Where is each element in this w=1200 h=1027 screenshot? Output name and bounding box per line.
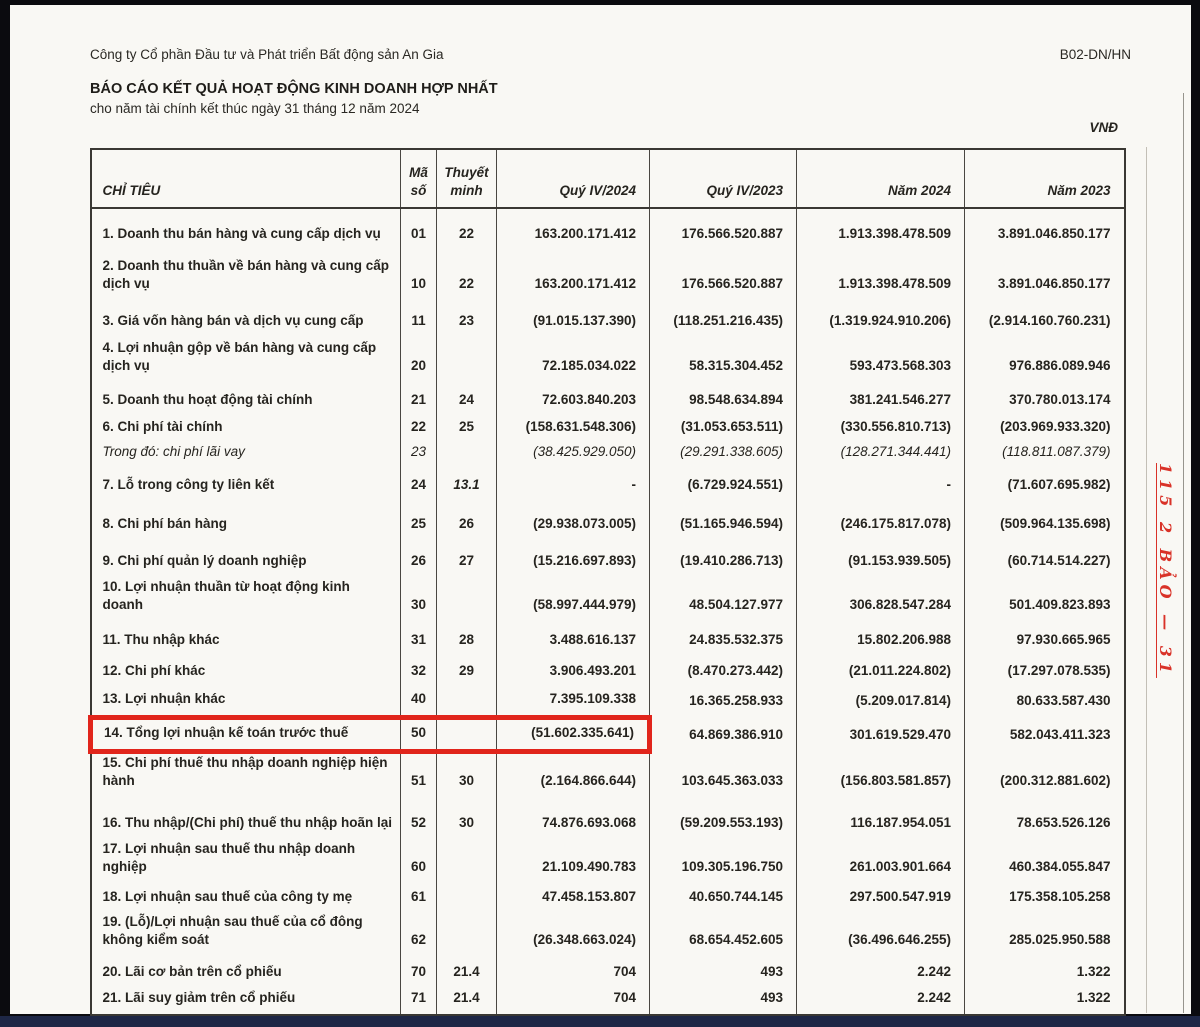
table-row: [91, 913, 1125, 956]
row-q4-2024: (58.997.444.979): [497, 577, 650, 621]
row-label: 21. Lãi suy giảm trên cổ phiếu: [102, 989, 296, 1005]
row-note: 26: [437, 501, 497, 540]
row-code: 25: [401, 501, 437, 540]
row-nam-2023: 175.358.105.258: [965, 883, 1125, 913]
row-nam-2023: 370.780.013.174: [965, 382, 1125, 416]
row-nam-2023: 3.891.046.850.177: [965, 250, 1125, 300]
table-row: [91, 468, 1125, 501]
row-label: 8. Chi phí bán hàng: [102, 516, 227, 531]
row-q4-2024: 163.200.171.412: [497, 250, 650, 300]
row-code: 01: [401, 208, 437, 250]
row-q4-2024: 7.395.109.338: [497, 687, 650, 717]
table-row: [91, 337, 1125, 382]
row-nam-2024: (128.271.344.441): [797, 443, 965, 468]
table-row: [91, 250, 1125, 300]
company-name: Công ty Cổ phần Đầu tư và Phát triển Bất động sản An Gia: [90, 47, 444, 62]
row-code: 70: [401, 957, 437, 989]
row-nam-2023: 285.025.950.588: [965, 913, 1125, 956]
row-nam-2024: (156.803.581.857): [797, 751, 965, 797]
row-label: 19. (Lỗ)/Lợi nhuận sau thuế của cổ đông không kiểm soát: [102, 914, 363, 948]
row-nam-2024: 306.828.547.284: [797, 577, 965, 621]
table-row: [91, 839, 1125, 883]
row-label: 4. Lợi nhuận gộp về bán hàng và cung cấp dịch vụ: [102, 339, 377, 373]
row-q4-2023: 16.365.258.933: [650, 687, 797, 717]
table-row: [91, 656, 1125, 687]
row-label: 13. Lợi nhuận khác: [102, 690, 226, 706]
row-nam-2024: 2.242: [797, 957, 965, 989]
table-row: [91, 382, 1125, 416]
col-header-quy-iv-2024: Quý IV/2024: [497, 149, 650, 208]
row-code: 51: [401, 751, 437, 797]
row-note: 27: [437, 540, 497, 577]
document-page: [10, 5, 1191, 1014]
row-note: 25: [437, 416, 497, 443]
row-nam-2023: 460.384.055.847: [965, 839, 1125, 883]
row-nam-2024: (330.556.810.713): [797, 416, 965, 443]
income-statement-table: [88, 148, 1126, 1016]
row-q4-2023: 64.869.386.910: [650, 717, 797, 751]
row-q4-2023: (59.209.553.193): [650, 797, 797, 839]
col-header-nam-2024: Năm 2024: [797, 149, 965, 208]
table-row: [91, 717, 1125, 751]
row-q4-2023: 493: [650, 957, 797, 989]
row-q4-2024: (29.938.073.005): [497, 501, 650, 540]
table-row: [91, 883, 1125, 913]
row-nam-2024: 1.913.398.478.509: [797, 208, 965, 250]
row-nam-2023: 3.891.046.850.177: [965, 208, 1125, 250]
row-code: 32: [401, 656, 437, 687]
scan-page-edge-line: [1146, 147, 1147, 1013]
row-q4-2024: 704: [497, 957, 650, 989]
row-label: 15. Chi phí thuế thu nhập doanh nghiệp hiện hành: [102, 754, 388, 788]
row-q4-2023: 103.645.363.033: [650, 751, 797, 797]
row-nam-2023: (203.969.933.320): [965, 416, 1125, 443]
row-note: [437, 337, 497, 382]
row-q4-2024: 72.185.034.022: [497, 337, 650, 382]
row-label: 10. Lợi nhuận thuần từ hoạt động kinh doanh: [102, 578, 350, 612]
row-nam-2024: (246.175.817.078): [797, 501, 965, 540]
table-row: [91, 501, 1125, 540]
table-row: [91, 751, 1125, 797]
table-row: [91, 416, 1125, 443]
row-code: 31: [401, 621, 437, 656]
row-nam-2023: (60.714.514.227): [965, 540, 1125, 577]
row-code: 10: [401, 250, 437, 300]
row-label: 9. Chi phí quản lý doanh nghiệp: [102, 553, 307, 568]
table-row: [91, 687, 1125, 717]
row-nam-2024: (36.496.646.255): [797, 913, 965, 956]
row-q4-2024: 47.458.153.807: [497, 883, 650, 913]
row-q4-2024: 74.876.693.068: [497, 797, 650, 839]
row-code: 61: [401, 883, 437, 913]
scan-bottom-bar: [0, 1016, 1200, 1027]
row-note: 21.4: [437, 957, 497, 989]
row-nam-2023: 582.043.411.323: [965, 717, 1125, 751]
row-note: 13.1: [437, 468, 497, 501]
row-q4-2023: (118.251.216.435): [650, 300, 797, 337]
row-nam-2023: (71.607.695.982): [965, 468, 1125, 501]
row-nam-2024: 2.242: [797, 989, 965, 1015]
row-nam-2024: 1.913.398.478.509: [797, 250, 965, 300]
row-nam-2023: 976.886.089.946: [965, 337, 1125, 382]
row-code: 11: [401, 300, 437, 337]
row-note: 29: [437, 656, 497, 687]
row-code: 30: [401, 577, 437, 621]
row-label: Trong đó: chi phí lãi vay: [102, 444, 245, 459]
row-nam-2024: -: [797, 468, 965, 501]
row-q4-2023: (51.165.946.594): [650, 501, 797, 540]
row-note: 21.4: [437, 989, 497, 1015]
table-row: [91, 989, 1125, 1015]
row-note: [437, 883, 497, 913]
row-q4-2024: (51.602.335.641): [497, 717, 650, 751]
scan-page-edge-line: [1183, 93, 1184, 1013]
row-code: 21: [401, 382, 437, 416]
row-q4-2023: (19.410.286.713): [650, 540, 797, 577]
row-note: 28: [437, 621, 497, 656]
row-q4-2024: 21.109.490.783: [497, 839, 650, 883]
row-label: 7. Lỗ trong công ty liên kết: [102, 477, 275, 492]
row-nam-2023: (118.811.087.379): [965, 443, 1125, 468]
row-q4-2024: 72.603.840.203: [497, 382, 650, 416]
row-nam-2023: (509.964.135.698): [965, 501, 1125, 540]
row-note: 30: [437, 751, 497, 797]
row-note: 24: [437, 382, 497, 416]
row-nam-2023: 78.653.526.126: [965, 797, 1125, 839]
currency-label: VNĐ: [1089, 120, 1118, 135]
row-q4-2024: (38.425.929.050): [497, 443, 650, 468]
row-note: 22: [437, 208, 497, 250]
row-nam-2024: (1.319.924.910.206): [797, 300, 965, 337]
row-q4-2024: (2.164.866.644): [497, 751, 650, 797]
row-nam-2024: 15.802.206.988: [797, 621, 965, 656]
row-label: 18. Lợi nhuận sau thuế của công ty mẹ: [102, 889, 353, 904]
row-note: 23: [437, 300, 497, 337]
row-note: [437, 717, 497, 751]
row-q4-2024: 163.200.171.412: [497, 208, 650, 250]
row-note: [437, 443, 497, 468]
row-code: 50: [401, 717, 437, 751]
row-note: [437, 913, 497, 956]
col-header-nam-2023: Năm 2023: [965, 149, 1125, 208]
table-row: [91, 540, 1125, 577]
row-label: 2. Doanh thu thuần về bán hàng và cung cấp dịch vụ: [102, 257, 390, 291]
row-nam-2023: (17.297.078.535): [965, 656, 1125, 687]
row-nam-2023: 80.633.587.430: [965, 687, 1125, 717]
row-q4-2024: (158.631.548.306): [497, 416, 650, 443]
row-label: 12. Chi phí khác: [102, 663, 206, 678]
row-code: 23: [401, 443, 437, 468]
row-code: 22: [401, 416, 437, 443]
row-q4-2023: 68.654.452.605: [650, 913, 797, 956]
row-nam-2023: (200.312.881.602): [965, 751, 1125, 797]
table-row: [91, 577, 1125, 621]
row-nam-2023: 1.322: [965, 989, 1125, 1015]
row-nam-2023: 1.322: [965, 957, 1125, 989]
row-label: 3. Giá vốn hàng bán và dịch vụ cung cấp: [102, 312, 364, 328]
form-code: B02-DN/HN: [1059, 47, 1131, 62]
col-header-ma-so: Mã số: [401, 149, 437, 208]
row-nam-2024: (21.011.224.802): [797, 656, 965, 687]
row-nam-2024: 593.473.568.303: [797, 337, 965, 382]
row-code: 60: [401, 839, 437, 883]
row-q4-2023: 176.566.520.887: [650, 250, 797, 300]
row-note: 22: [437, 250, 497, 300]
row-code: 62: [401, 913, 437, 956]
row-nam-2023: 501.409.823.893: [965, 577, 1125, 621]
row-code: 52: [401, 797, 437, 839]
row-q4-2023: (8.470.273.442): [650, 656, 797, 687]
table-row: [91, 208, 1125, 250]
row-q4-2024: -: [497, 468, 650, 501]
row-note: [437, 577, 497, 621]
handwritten-red-annotation: 115 2 BẢO — 31: [1156, 463, 1175, 678]
row-q4-2023: 98.548.634.894: [650, 382, 797, 416]
col-header-chi-tieu: CHỈ TIÊU: [91, 149, 401, 208]
row-note: 30: [437, 797, 497, 839]
col-header-quy-iv-2023: Quý IV/2023: [650, 149, 797, 208]
row-nam-2024: (91.153.939.505): [797, 540, 965, 577]
row-code: 20: [401, 337, 437, 382]
row-q4-2023: (31.053.653.511): [650, 416, 797, 443]
row-nam-2023: 97.930.665.965: [965, 621, 1125, 656]
row-label: 11. Thu nhập khác: [102, 632, 220, 647]
row-label: 17. Lợi nhuận sau thuế thu nhập doanh nghiệp: [102, 840, 356, 874]
table-body: [91, 208, 1125, 1015]
row-label: 1. Doanh thu bán hàng và cung cấp dịch vụ: [102, 225, 381, 241]
row-q4-2024: 704: [497, 989, 650, 1015]
row-q4-2023: 109.305.196.750: [650, 839, 797, 883]
row-q4-2023: 58.315.304.452: [650, 337, 797, 382]
row-nam-2024: 301.619.529.470: [797, 717, 965, 751]
row-label: 5. Doanh thu hoạt động tài chính: [102, 391, 313, 407]
row-q4-2023: 40.650.744.145: [650, 883, 797, 913]
table-row: [91, 957, 1125, 989]
row-nam-2023: (2.914.160.760.231): [965, 300, 1125, 337]
row-note: [437, 839, 497, 883]
row-label: 20. Lãi cơ bản trên cổ phiếu: [102, 964, 282, 980]
row-q4-2023: 24.835.532.375: [650, 621, 797, 656]
row-q4-2023: (6.729.924.551): [650, 468, 797, 501]
row-nam-2024: 297.500.547.919: [797, 883, 965, 913]
row-q4-2024: 3.488.616.137: [497, 621, 650, 656]
table-row: [91, 797, 1125, 839]
row-code: 71: [401, 989, 437, 1015]
row-q4-2024: (26.348.663.024): [497, 913, 650, 956]
row-label: 6. Chi phí tài chính: [102, 418, 223, 434]
row-nam-2024: 261.003.901.664: [797, 839, 965, 883]
row-note: [437, 687, 497, 717]
report-title: BÁO CÁO KẾT QUẢ HOẠT ĐỘNG KINH DOANH HỢP NHẤT: [90, 81, 498, 97]
row-code: 24: [401, 468, 437, 501]
report-period: cho năm tài chính kết thúc ngày 31 tháng 12 năm 2024: [90, 101, 420, 116]
row-q4-2024: 3.906.493.201: [497, 656, 650, 687]
row-q4-2024: (15.216.697.893): [497, 540, 650, 577]
row-nam-2024: (5.209.017.814): [797, 687, 965, 717]
table-row: [91, 300, 1125, 337]
row-nam-2024: 381.241.546.277: [797, 382, 965, 416]
table-header-row: [91, 149, 1125, 208]
row-q4-2023: (29.291.338.605): [650, 443, 797, 468]
table-row: [91, 443, 1125, 468]
col-header-thuyet-minh: Thuyết minh: [437, 149, 497, 208]
table-row: [91, 621, 1125, 656]
row-q4-2023: 493: [650, 989, 797, 1015]
row-label: 14. Tổng lợi nhuận kế toán trước thuế: [91, 717, 401, 751]
row-q4-2024: (91.015.137.390): [497, 300, 650, 337]
row-nam-2024: 116.187.954.051: [797, 797, 965, 839]
row-q4-2023: 176.566.520.887: [650, 208, 797, 250]
row-q4-2023: 48.504.127.977: [650, 577, 797, 621]
row-code: 26: [401, 540, 437, 577]
row-code: 40: [401, 687, 437, 717]
row-label: 16. Thu nhập/(Chi phí) thuế thu nhập hoãn lại: [102, 815, 392, 830]
